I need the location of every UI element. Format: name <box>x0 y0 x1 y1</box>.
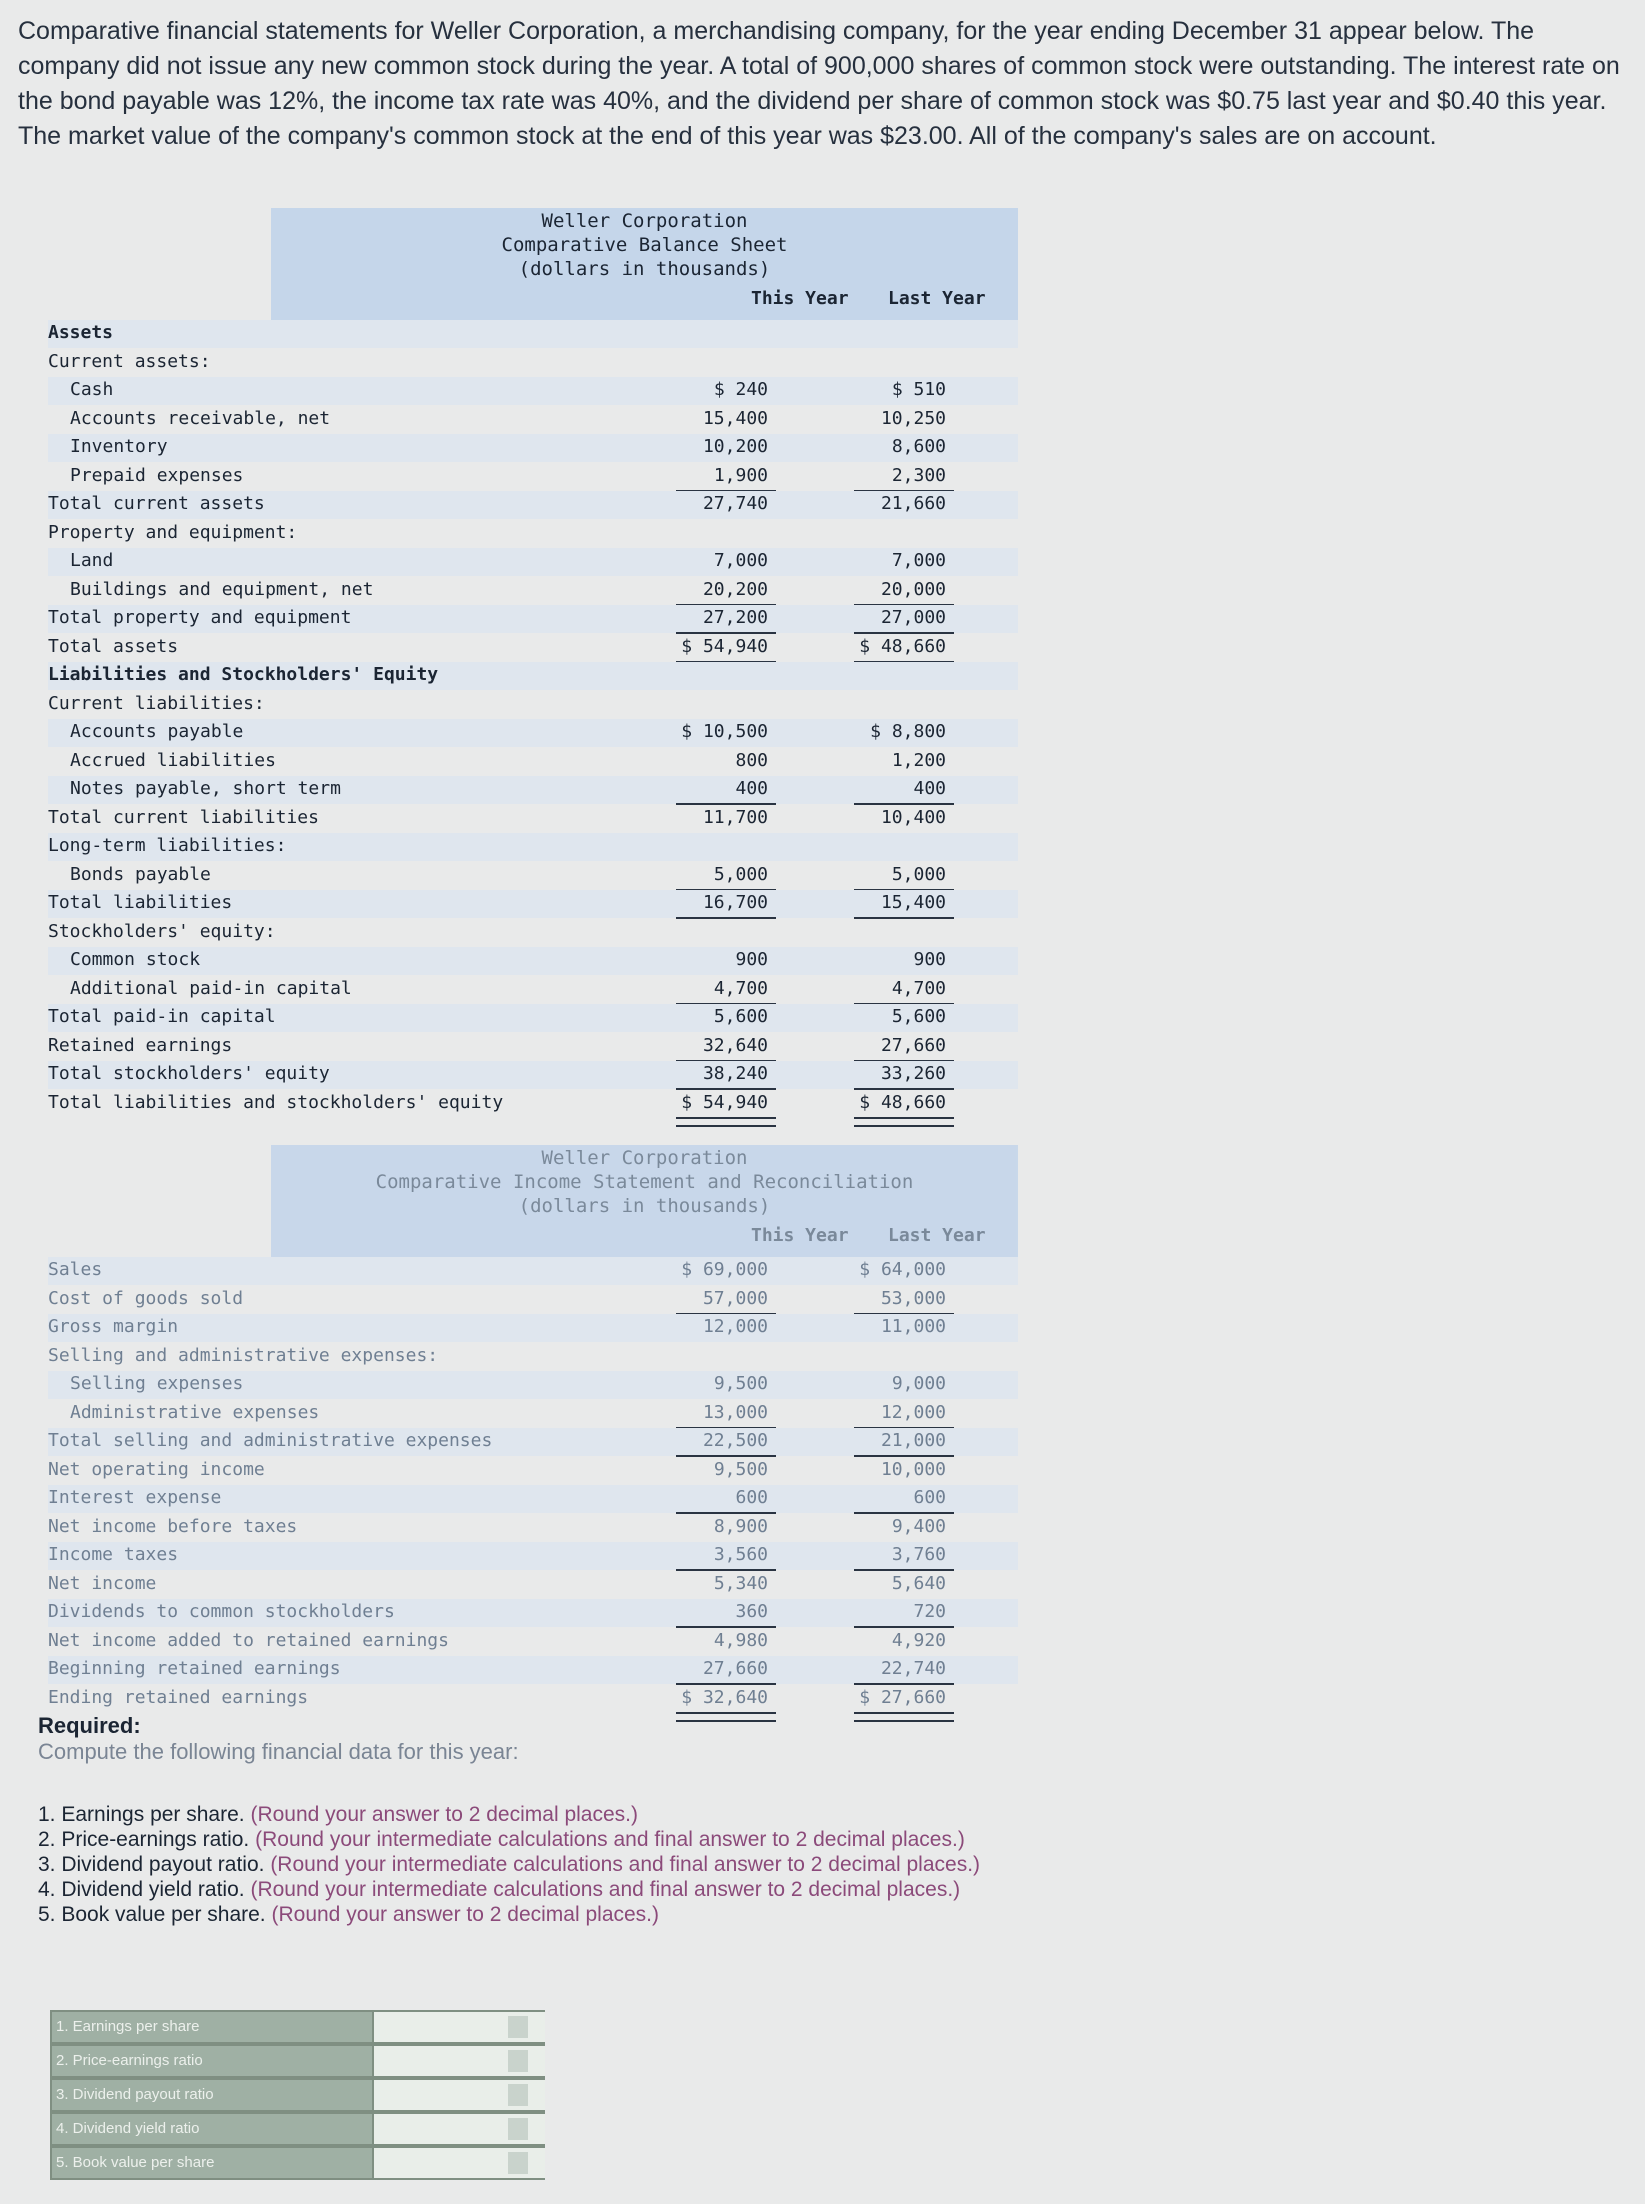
row-label: Income taxes <box>48 1544 179 1565</box>
value-last-year: 27,660 <box>880 1034 946 1056</box>
statement-row <box>48 463 968 491</box>
value-this-year: 9,500 <box>713 1373 768 1394</box>
value-last-year: 10,250 <box>880 407 946 429</box>
row-label: Total assets <box>48 635 179 657</box>
value-this-year: 15,400 <box>702 407 768 429</box>
row-label: Bonds payable <box>70 863 211 885</box>
row-label: Interest expense <box>48 1487 222 1508</box>
value-last-year: $ 48,660 <box>859 635 946 657</box>
value-this-year: 4,980 <box>713 1629 768 1651</box>
statement-row <box>48 719 968 747</box>
value-last-year: 10,000 <box>880 1458 946 1480</box>
value-this-year: 1,900 <box>713 464 768 486</box>
statement-row <box>48 862 968 890</box>
statement-row <box>48 377 968 405</box>
answer-unit-cell <box>508 2118 528 2140</box>
answer-row-label: 4. Dividend yield ratio <box>52 2114 372 2144</box>
value-this-year: 800 <box>735 749 768 771</box>
statement-row <box>48 1485 968 1513</box>
row-label: Total liabilities and stockholders' equity <box>48 1091 504 1113</box>
required-item-hint: (Round your intermediate calculations and final answer to 2 decimal places.) <box>270 1853 981 1876</box>
row-label: Total current assets <box>48 493 265 514</box>
row-label: Accrued liabilities <box>70 749 276 771</box>
statement-row <box>48 805 968 833</box>
value-this-year: 5,340 <box>713 1572 768 1594</box>
row-label: Beginning retained earnings <box>48 1658 341 1679</box>
required-item <box>38 1827 980 1852</box>
value-this-year: 22,500 <box>702 1430 768 1451</box>
row-label: Liabilities and Stockholders' Equity <box>48 664 439 685</box>
value-last-year: 4,700 <box>891 977 946 999</box>
value-this-year: 13,000 <box>702 1401 768 1423</box>
value-this-year: 12,000 <box>702 1316 768 1337</box>
value-last-year: 53,000 <box>880 1287 946 1309</box>
value-this-year: 8,900 <box>713 1515 768 1537</box>
statement-row <box>48 919 968 947</box>
value-last-year: 10,400 <box>880 806 946 828</box>
answer-row-label: 2. Price-earnings ratio <box>52 2046 372 2076</box>
answer-row <box>50 2112 545 2146</box>
statement-row <box>48 776 968 804</box>
value-last-year: 27,000 <box>880 607 946 628</box>
row-label: Property and equipment: <box>48 521 298 543</box>
value-this-year: 10,200 <box>702 436 768 457</box>
value-this-year: 57,000 <box>702 1287 768 1309</box>
value-last-year: 4,920 <box>891 1629 946 1651</box>
statement-row <box>48 434 968 462</box>
double-underline <box>854 1712 954 1722</box>
value-last-year: $ 8,800 <box>870 721 946 742</box>
required-section <box>38 1713 519 1765</box>
statement-row <box>48 833 968 861</box>
answer-row <box>50 2044 545 2078</box>
value-last-year: 1,200 <box>891 749 946 771</box>
row-label: Retained earnings <box>48 1034 233 1056</box>
required-item-name: 2. Price-earnings ratio. <box>38 1828 256 1851</box>
required-item <box>38 1802 980 1827</box>
value-last-year: 21,000 <box>880 1430 946 1451</box>
row-label: Total stockholders' equity <box>48 1063 330 1084</box>
required-item-name: 3. Dividend payout ratio. <box>38 1853 271 1876</box>
statement-title: Comparative Income Statement and Reconciliation <box>375 1171 914 1193</box>
row-label: Total selling and administrative expenses <box>48 1430 493 1451</box>
statement-row <box>48 320 968 348</box>
statement-row <box>48 1542 968 1570</box>
row-label: Land <box>70 550 114 571</box>
statement-row <box>48 890 968 918</box>
value-last-year: $ 27,660 <box>859 1686 946 1708</box>
statement-row <box>48 349 968 377</box>
value-this-year: 900 <box>735 949 768 970</box>
value-this-year: $ 10,500 <box>681 721 768 742</box>
row-label: Net income before taxes <box>48 1515 298 1537</box>
statement-row <box>48 1457 968 1485</box>
value-last-year: $ 64,000 <box>859 1259 946 1280</box>
balance-sheet-header <box>271 208 1018 320</box>
required-item-hint: (Round your answer to 2 decimal places.) <box>271 1903 659 1926</box>
row-label: Selling and administrative expenses: <box>48 1344 439 1366</box>
problem-intro: Comparative financial statements for Weller Corporation, a merchandising company, for the year ending December 31 appear below. The company did not issue any new common stock during the year. A total of 900,000 shares of common stock were outstanding. The interest rate on the bond payable was 12%, the income tax rate was 40%, and the dividend per share of common stock was $0.75 last year and $0.40 this year. The market value of the company's common stock at the end of this year was $23.00. All of the company's sales are on account. <box>18 17 1620 150</box>
row-label: Cost of goods sold <box>48 1287 244 1309</box>
value-this-year: $ 32,640 <box>681 1686 768 1708</box>
required-item-hint: (Round your intermediate calculations and final answer to 2 decimal places.) <box>250 1878 961 1901</box>
value-last-year: 5,600 <box>891 1006 946 1027</box>
value-last-year: 900 <box>913 949 946 970</box>
value-last-year: 11,000 <box>880 1316 946 1337</box>
value-last-year: 3,760 <box>891 1544 946 1565</box>
value-this-year: 11,700 <box>702 806 768 828</box>
value-this-year: 16,700 <box>702 892 768 913</box>
value-this-year: 38,240 <box>702 1063 768 1084</box>
answer-row-label: 3. Dividend payout ratio <box>52 2080 372 2110</box>
required-item-name: 4. Dividend yield ratio. <box>38 1878 251 1901</box>
statement-row <box>48 1343 968 1371</box>
required-item-name: 5. Book value per share. <box>38 1903 272 1926</box>
statement-row <box>48 1090 968 1118</box>
column-last-year: Last Year <box>888 288 986 309</box>
value-last-year: 7,000 <box>891 550 946 571</box>
statement-row <box>48 577 968 605</box>
statement-row <box>48 1314 968 1342</box>
value-this-year: $ 69,000 <box>681 1259 768 1280</box>
statement-row <box>48 1400 968 1428</box>
statement-row <box>48 605 968 633</box>
value-last-year: 400 <box>913 778 946 799</box>
value-this-year: 32,640 <box>702 1034 768 1056</box>
row-label: Total property and equipment <box>48 607 352 628</box>
answer-row <box>50 2146 545 2180</box>
value-last-year: 5,640 <box>891 1572 946 1594</box>
column-this-year: This Year <box>751 1225 849 1246</box>
company-name: Weller Corporation <box>541 210 748 232</box>
value-last-year: 5,000 <box>891 863 946 885</box>
row-label: Ending retained earnings <box>48 1686 309 1708</box>
statement-row <box>48 691 968 719</box>
value-last-year: 600 <box>913 1487 946 1508</box>
value-last-year: $ 48,660 <box>859 1091 946 1113</box>
required-subtitle: Compute the following financial data for this year: <box>38 1739 519 1764</box>
statement-row <box>48 662 968 690</box>
value-this-year: 27,660 <box>702 1658 768 1679</box>
value-last-year: 20,000 <box>880 578 946 600</box>
row-label: Inventory <box>70 436 168 457</box>
value-this-year: $ 54,940 <box>681 635 768 657</box>
statement-row <box>48 520 968 548</box>
statement-row <box>48 947 968 975</box>
value-last-year: 21,660 <box>880 493 946 514</box>
required-list <box>38 1802 980 1927</box>
statement-row <box>48 1628 968 1656</box>
value-last-year: 22,740 <box>880 1658 946 1679</box>
answer-unit-cell <box>508 2152 528 2174</box>
value-this-year: $ 54,940 <box>681 1091 768 1113</box>
statement-row <box>48 1656 968 1684</box>
row-label: Net income <box>48 1572 157 1594</box>
value-this-year: 9,500 <box>713 1458 768 1480</box>
answer-row-label: 5. Book value per share <box>52 2148 372 2178</box>
statement-row <box>48 548 968 576</box>
row-label: Gross margin <box>48 1316 179 1337</box>
statement-row <box>48 1428 968 1456</box>
value-this-year: 5,000 <box>713 863 768 885</box>
row-label: Additional paid-in capital <box>70 977 352 999</box>
answer-row <box>50 2010 545 2044</box>
value-this-year: 4,700 <box>713 977 768 999</box>
value-last-year: 720 <box>913 1601 946 1622</box>
statement-units: (dollars in thousands) <box>518 258 771 280</box>
value-this-year: 360 <box>735 1601 768 1622</box>
row-label: Notes payable, short term <box>70 778 341 799</box>
row-label: Current liabilities: <box>48 692 265 714</box>
value-last-year: 8,600 <box>891 436 946 457</box>
income-statement-header <box>271 1145 1018 1257</box>
row-label: Net operating income <box>48 1458 265 1480</box>
required-item-hint: (Round your intermediate calculations and final answer to 2 decimal places.) <box>255 1828 965 1851</box>
statement-row <box>48 1371 968 1399</box>
value-this-year: 20,200 <box>702 578 768 600</box>
row-label: Total paid-in capital <box>48 1006 276 1027</box>
required-item <box>38 1852 980 1877</box>
row-label: Long-term liabilities: <box>48 835 287 856</box>
row-label: Administrative expenses <box>70 1401 320 1423</box>
statement-row <box>48 976 968 1004</box>
value-this-year: 27,200 <box>702 607 768 628</box>
statement-row <box>48 1286 968 1314</box>
statement-row <box>48 1061 968 1089</box>
statement-row <box>48 1685 968 1713</box>
row-label: Dividends to common stockholders <box>48 1601 395 1622</box>
row-label: Total liabilities <box>48 892 233 913</box>
statement-units: (dollars in thousands) <box>518 1195 771 1217</box>
statement-row <box>48 1599 968 1627</box>
required-item <box>38 1902 980 1927</box>
value-this-year: $ 240 <box>713 379 768 400</box>
column-last-year: Last Year <box>888 1225 986 1246</box>
statement-row <box>48 1004 968 1032</box>
statement-row <box>48 491 968 519</box>
value-this-year: 600 <box>735 1487 768 1508</box>
statement-row <box>48 1257 968 1285</box>
value-last-year: 15,400 <box>880 892 946 913</box>
answer-row <box>50 2078 545 2112</box>
row-label: Accounts payable <box>70 721 244 742</box>
row-label: Prepaid expenses <box>70 464 244 486</box>
required-item <box>38 1877 980 1902</box>
row-label: Net income added to retained earnings <box>48 1629 449 1651</box>
value-this-year: 3,560 <box>713 1544 768 1565</box>
double-underline <box>676 1117 776 1127</box>
row-label: Cash <box>70 379 114 400</box>
statement-row <box>48 406 968 434</box>
value-last-year: $ 510 <box>891 379 946 400</box>
answer-row-label: 1. Earnings per share <box>52 2012 372 2042</box>
company-name: Weller Corporation <box>541 1147 748 1169</box>
answer-unit-cell <box>508 2084 528 2106</box>
value-this-year: 400 <box>735 778 768 799</box>
value-last-year: 2,300 <box>891 464 946 486</box>
double-underline <box>854 1117 954 1127</box>
statement-title: Comparative Balance Sheet <box>501 234 788 256</box>
required-item-hint: (Round your answer to 2 decimal places.) <box>250 1803 638 1826</box>
answer-unit-cell <box>508 2016 528 2038</box>
row-label: Sales <box>48 1259 103 1280</box>
row-label: Accounts receivable, net <box>70 407 331 429</box>
value-this-year: 7,000 <box>713 550 768 571</box>
required-title: Required: <box>38 1713 141 1738</box>
required-item-name: 1. Earnings per share. <box>38 1803 251 1826</box>
row-label: Total current liabilities <box>48 806 319 828</box>
value-last-year: 12,000 <box>880 1401 946 1423</box>
statement-row <box>48 748 968 776</box>
statement-row <box>48 634 968 662</box>
double-underline <box>676 1712 776 1722</box>
statement-row <box>48 1033 968 1061</box>
row-label: Assets <box>48 322 114 343</box>
value-last-year: 9,400 <box>891 1515 946 1537</box>
row-label: Stockholders' equity: <box>48 920 276 942</box>
row-label: Common stock <box>70 949 201 970</box>
column-this-year: This Year <box>751 288 849 309</box>
statement-row <box>48 1514 968 1542</box>
value-this-year: 27,740 <box>702 493 768 514</box>
row-label: Current assets: <box>48 350 211 372</box>
row-label: Selling expenses <box>70 1373 244 1394</box>
value-last-year: 9,000 <box>891 1373 946 1394</box>
value-last-year: 33,260 <box>880 1063 946 1084</box>
answer-unit-cell <box>508 2050 528 2072</box>
statement-row <box>48 1571 968 1599</box>
row-label: Buildings and equipment, net <box>70 578 374 600</box>
value-this-year: 5,600 <box>713 1006 768 1027</box>
